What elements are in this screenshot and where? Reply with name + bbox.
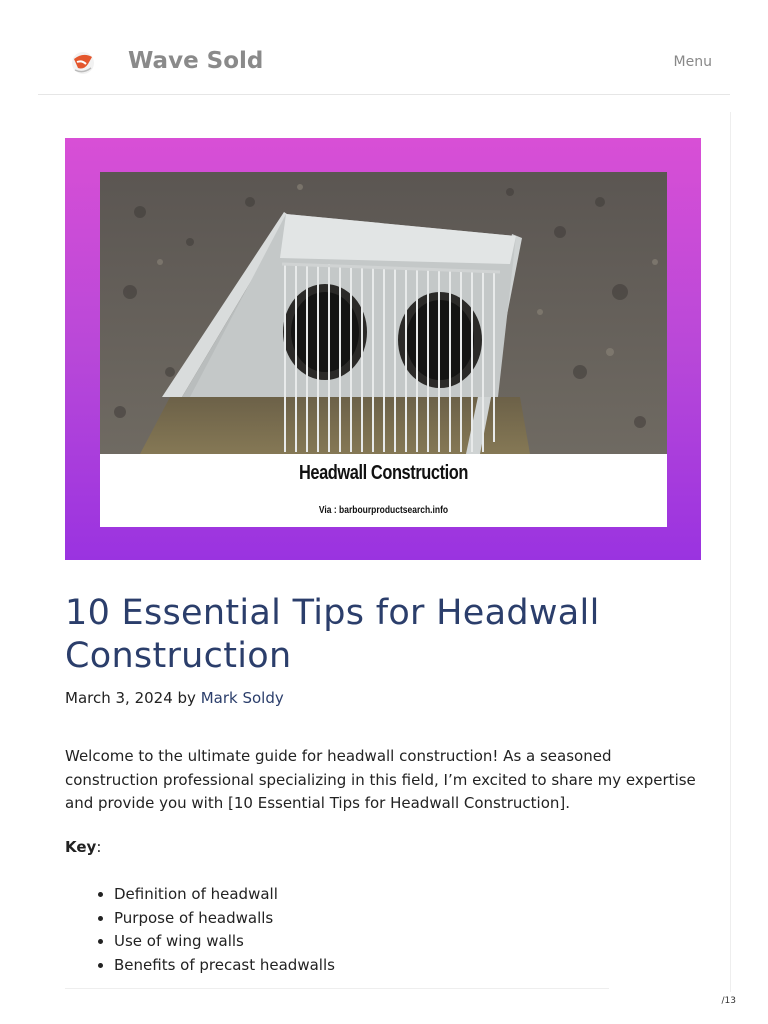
list-item: • Use of wing walls — [114, 930, 335, 954]
image-caption-title: Headwall Construction — [298, 462, 469, 484]
list-item: • Purpose of headwalls — [114, 907, 335, 931]
post-title: 10 Essential Tips for Headwall Construction — [65, 593, 600, 676]
wave-sold-logo-icon[interactable] — [70, 50, 96, 76]
key-list — [88, 883, 335, 977]
site-title[interactable]: Wave Sold — [128, 48, 264, 74]
key-heading — [65, 838, 101, 856]
menu-button[interactable]: Menu — [673, 54, 712, 70]
headwall-photo — [100, 172, 667, 454]
page-count: /13 — [721, 996, 736, 1006]
key-label: Key — [65, 838, 97, 856]
key-suffix: : — [96, 838, 102, 856]
featured-image-card — [100, 172, 667, 527]
post-date: March 3, 2024 — [65, 689, 173, 707]
post-by-label: by — [177, 689, 196, 707]
post-meta — [65, 689, 284, 707]
site-header — [38, 30, 730, 95]
list-item: • Benefits of precast headwalls — [114, 954, 335, 978]
post-intro: Welcome to the ultimate guide for headwall construction! As a seasoned construction professional specializing in this field, I’m excited to share my expertise and provide you with [10 Essential Tips for Headwall Construction]. — [65, 747, 696, 812]
list-item: • Definition of headwall — [114, 883, 335, 907]
image-caption-source: Via : barbourproductsearch.info — [318, 505, 449, 516]
content-divider — [65, 988, 609, 989]
featured-image — [65, 138, 701, 560]
post-author-link[interactable]: Mark Soldy — [200, 689, 284, 707]
